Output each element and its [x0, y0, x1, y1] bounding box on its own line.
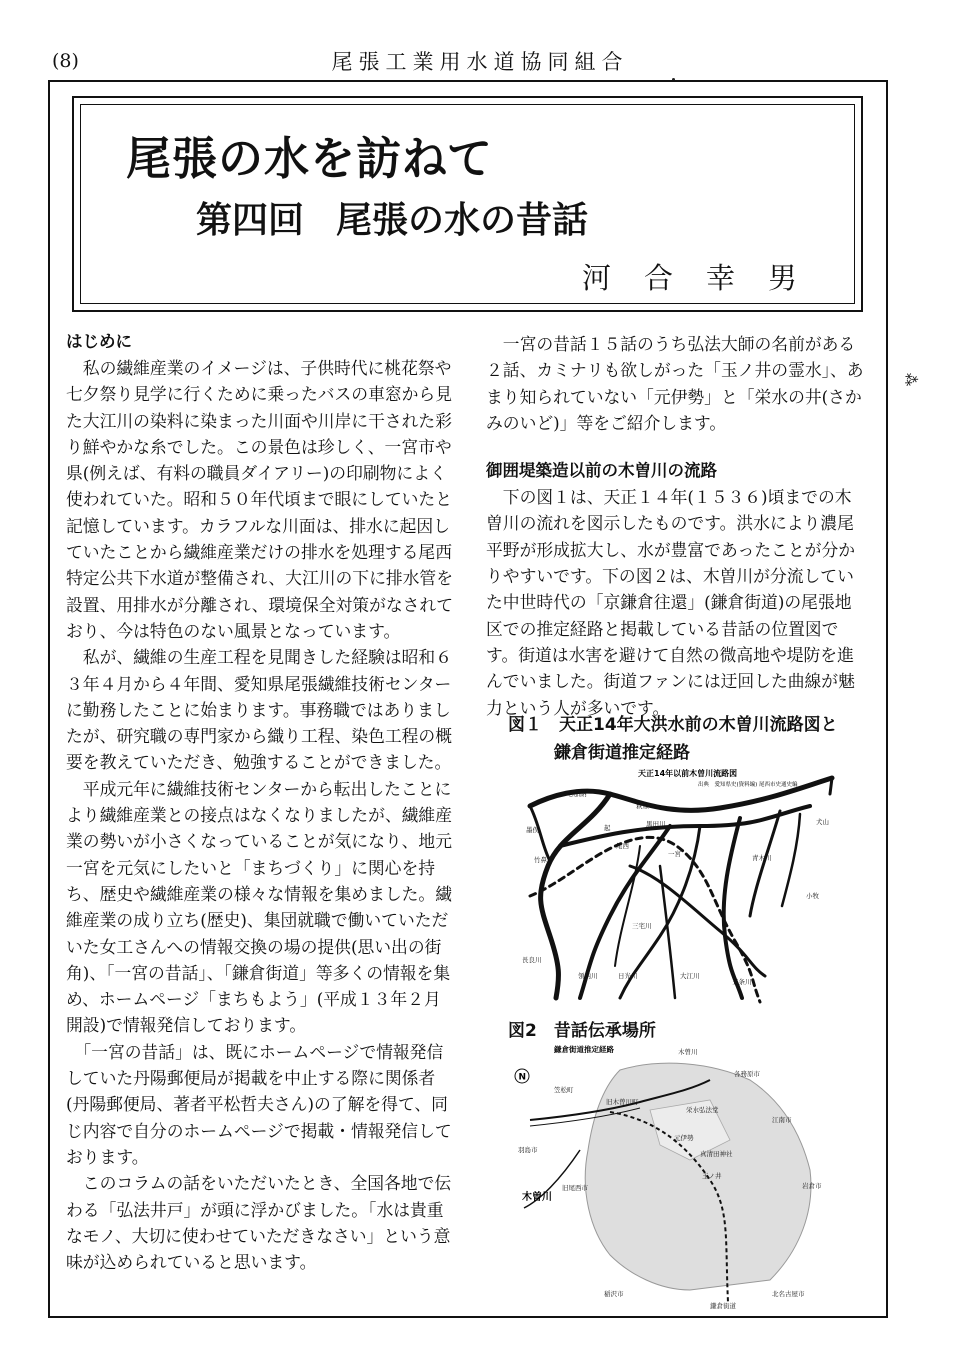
- north-arrow: [515, 1069, 529, 1083]
- map-label: 旧木曽川町: [606, 1098, 639, 1106]
- page-number: (8): [52, 50, 79, 72]
- map-label: 長良川: [522, 956, 542, 964]
- kisogawa-river-map: [520, 766, 850, 1006]
- map-label: 一宮: [668, 850, 681, 858]
- paragraph: 私が、繊維の生産工程を見聞きした経験は昭和６３年４月から４年間、愛知県尾張繊維技術センターに勤務したことに始まります。事務職ではありましたが、研究職の専門家から織り工程、染色工程の概要を教えていただき、勉強することができました。: [66, 647, 452, 773]
- paragraph: このコラムの話をいただいたとき、全国各地で伝わる「弘法井戸」が頭に浮かびました。「水は貴重なモノ、大切に使わせていただきなさい」という意味が込められていると思います。: [66, 1173, 452, 1273]
- left-column: [66, 329, 456, 1275]
- folktale-locations-map: [510, 1040, 850, 1310]
- map-label: 五条川: [732, 978, 752, 986]
- map-label: 岩倉市: [802, 1182, 822, 1190]
- map-label: 黒田川: [646, 820, 666, 828]
- map-label: 栄水弘法堂: [686, 1106, 719, 1114]
- map-label: 玉ノ井: [702, 1172, 722, 1180]
- paragraph: 「一宮の昔話」は、既にホームページで情報発信していた丹陽郵便局が掲載を中止する際に関係者(丹陽郵便局、著者平松哲夫さん)の了解を得て、同じ内容で自分のホームページで掲載・情報発信しております。: [66, 1041, 452, 1167]
- subtitle-episode: 第四回: [196, 200, 305, 241]
- svg-text:N: N: [518, 1072, 527, 1083]
- map-label: 尾西: [616, 842, 629, 850]
- river-label: 木曽川: [522, 1192, 552, 1203]
- paragraph: 下の図１は、天正１４年(１５３６)頃までの木曽川の流れを図示したものです。洪水により濃尾平野が形成拡大し、水が豊富であったことが分かりやすいです。下の図２は、木曽川が分流していた中世時代の「京鎌倉往還」(鎌倉街道)の尾張地区での推定経路と掲載している昔話の位置図です。街道は水害を避けて自然の微高地や堤防を進んでいました。街道ファンには迂回した曲線が魅力という人が多いです。: [486, 487, 856, 718]
- paragraph: 一宮の昔話１５話のうち弘法大師の名前がある２話、カミナリも欲しがった「玉ノ井の霊水」、あまり知られていない「元伊勢」と「栄水の井(さかみのいど)」等をご紹介します。: [486, 334, 864, 433]
- map-label: 墨俣: [526, 826, 539, 834]
- map-label: 三宅川: [632, 922, 652, 930]
- map-title: 天正14年以前木曽川流路図: [638, 769, 738, 778]
- map-label: 羽島市: [518, 1146, 538, 1154]
- map-label: 北名古屋市: [772, 1290, 805, 1298]
- map-label: 萩原: [636, 802, 649, 810]
- map-label: 真清田神社: [700, 1150, 733, 1158]
- author-name: 河合幸男: [582, 261, 831, 295]
- map-label: 犬山: [816, 818, 829, 826]
- map-label: 起: [604, 824, 611, 832]
- map-label: 領内川: [578, 972, 598, 980]
- map-label: 江南市: [772, 1116, 792, 1124]
- map-label: 小牧: [806, 892, 819, 900]
- section-heading-intro: はじめに: [66, 332, 132, 351]
- map-label: 旧尾西市: [562, 1184, 588, 1192]
- map-label: 元伊勢: [674, 1134, 694, 1142]
- paragraph: 私の繊維産業のイメージは、子供時代に桃花祭や七夕祭り見学に行くために乗ったバスの車窓から見た大江川の染料に染まった川面や川岸に干された彩り鮮やかな糸でした。この景色は珍しく、一宮市や県(例えば、有料の職員ダイアリー)の印刷物によく使われていた。昭和５０年代頃まで眼にしていたと記憶しています。カラフルな川面は、排水に起因していたことから繊維産業だけの排水を処理する尾西特定公共下水道が整備され、大江川の下に排水管を設置、用排水が分離され、環境保全対策がなされており、今は特色のない風景となっています。: [66, 358, 453, 641]
- figure1-caption: 図１ 天正14年大洪水前の木曽川流路図と 鎌倉街道推定経路: [508, 715, 838, 763]
- section-heading-kisogawa: 御囲堤築造以前の木曽川の流路: [486, 461, 717, 481]
- article-subtitle: [196, 192, 588, 243]
- paragraph: 平成元年に繊維技術センターから転出したことにより繊維産業との接点はなくなりましたが、繊維産業の勢いが小さくなっていることが気になり、地元一宮を元気にしたいと「まちづくり」に関心を持ち、歴史や繊維産業の様々な情報を集めました。繊維産業の成り立ち(歴史)、集団就職で働いていただいた女工さんへの情報交換の場の提供(思い出の街角)、「一宮の昔話」、「鎌倉街道」等多くの情報を集め、ホームページ「まちもよう」(平成１３年２月開設)で情報発信しております。: [66, 778, 452, 1036]
- newsletter-header: 尾張工業用水道協同組合: [331, 50, 629, 74]
- map-label: 木曽川: [678, 1048, 698, 1056]
- map-label: 日光川: [618, 972, 638, 980]
- map-label: 竹鼻: [534, 856, 547, 864]
- map-label: 大江川: [680, 972, 700, 980]
- figure2-caption: 図2 昔話伝承場所: [508, 1021, 656, 1041]
- map-label: ○加納: [568, 790, 587, 798]
- map-label: 稲沢市: [604, 1290, 624, 1298]
- subtitle-topic: 尾張の水の昔話: [336, 200, 589, 241]
- map-label: 笠松町: [554, 1086, 574, 1094]
- map-label: 鎌倉街道: [710, 1302, 736, 1310]
- map-source: 出典 愛知県史(資料編) 尾西市史通史編: [698, 782, 798, 788]
- margin-speck: ⁂: [900, 369, 922, 391]
- map-title: 鎌倉街道推定経路: [554, 1045, 614, 1054]
- article-title: 尾張の水を訪ねて: [126, 132, 493, 185]
- map-label: 青木川: [752, 854, 772, 862]
- right-column: [486, 331, 868, 721]
- map-label: 各務原市: [734, 1070, 760, 1078]
